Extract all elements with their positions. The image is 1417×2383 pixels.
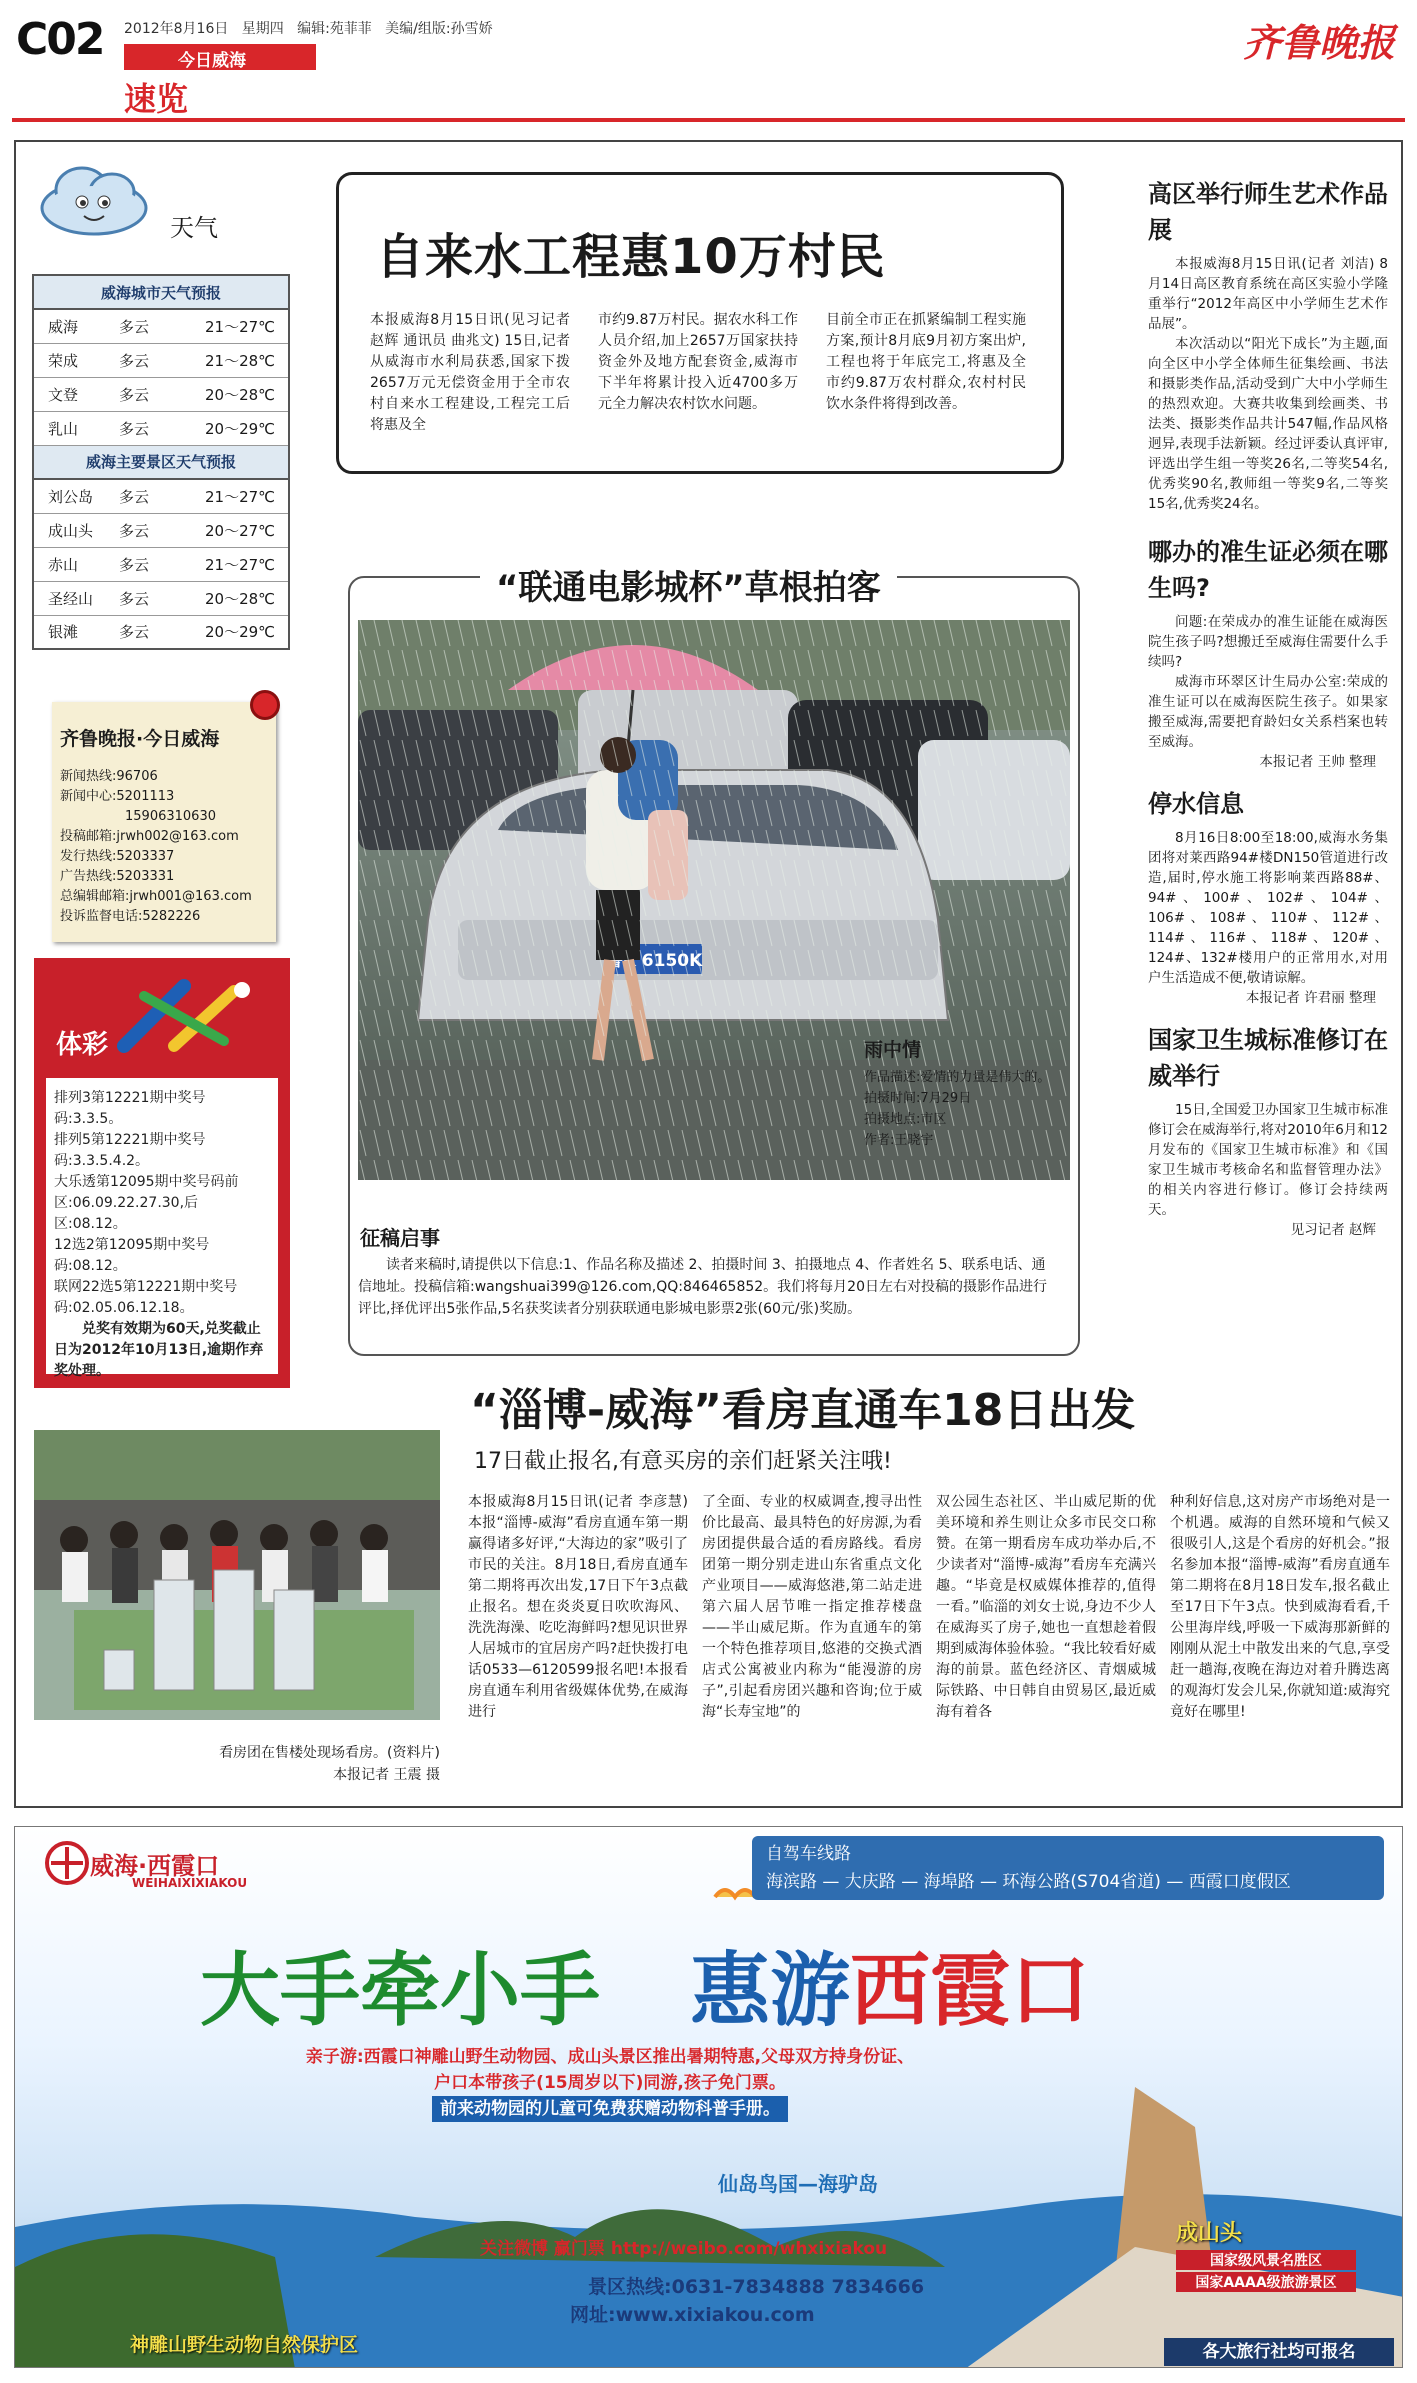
weather-row: 圣经山 多云 20～28℃ [33, 581, 289, 615]
ad-slogan-right [690, 1926, 1090, 2041]
ad-park-name: 神雕山野生动物自然保护区 [130, 2334, 359, 2356]
lottery-line: 排列5第12221期中奖号码:3.3.5.4.2。 [54, 1132, 206, 1169]
housing-photo-caption [96, 1742, 440, 1786]
contact-line: 广告热线:5203331 [60, 869, 175, 884]
contact-line: 15906310630 [60, 809, 216, 824]
weather-row: 刘公岛 多云 21～27℃ [33, 479, 289, 513]
brief-body: 本报威海8月15日讯(记者 刘洁) 8月14日高区教育系统在高区实验小学隆重举行“2012年高区中小学师生艺术作品展”。 [1148, 256, 1388, 332]
lottery-title: 体彩 [56, 1030, 109, 1060]
photo-caption-line: 拍摄时间:7月29日 [864, 1091, 972, 1106]
brief-byline: 本报记者 王帅 整理 [1259, 754, 1376, 770]
call-for-entries-title: 征稿启事 [360, 1226, 440, 1250]
ad-promo-line: 户口本带孩子(15周岁以下)同游,孩子免门票。 [434, 2073, 786, 2093]
housing-headline: “淄博-威海”看房直通车18日出发 [470, 1385, 1136, 1436]
lead-headline: 自来水工程惠10万村民 [376, 229, 886, 285]
contact-line: 投稿邮箱:jrwh002@163.com [60, 829, 239, 844]
ad-slogan-part: 惠游 [690, 1943, 850, 2037]
paper-logo: 齐鲁晚报 [1242, 20, 1395, 65]
housing-column: 本报威海8月15日讯(记者 李彦慧) 本报“淄博-威海”看房直通车第一期赢得诸多好评,“大海边的家”吸引了市民的关注。8月18日,看房直通车第二期将再次出发,17日下午3点截止报名。想在炎炎夏日吹吹海风、洗洗海澡、吃吃海鲜吗?想见识世界人居城市的宜居房产吗?赶快拨打电话0533—6120599报名吧!本报看房直通车利用省级媒体优势,在威海进行 [468, 1494, 688, 1720]
city-forecast-header: 威海城市天气预报 [33, 275, 289, 309]
ad-brand: 威海·西霞口 [90, 1852, 220, 1880]
ad-route-title: 自驾车线路 [766, 1844, 851, 1864]
ad-slogan-part: 西霞口 [850, 1943, 1090, 2037]
contact-line: 发行热线:5203337 [60, 849, 175, 864]
photo-caption-title: 雨中情 [864, 1039, 922, 1061]
housing-caption-text: 看房团在售楼处现场看房。(资料片) [219, 1745, 440, 1761]
ad-slogan-left: 大手牵小手 [200, 1943, 600, 2037]
cloud-icon [34, 160, 152, 240]
brief-body: 8月16日8:00至18:00,威海水务集团将对莱西路94#楼DN150管道进行改造,届时,停水施工将影响莱西路88#、94#、100#、102#、104#、106#、108#、110#、112#、114#、116#、118#、120#、124#、132#楼用户的正常用水,对用户生活造成不便,敬请谅解。 [1148, 830, 1388, 986]
ad-chengshan-rating: 国家AAAA级旅游景区 [1176, 2272, 1356, 2292]
ad-chengshan-name: 成山头 [1176, 2221, 1243, 2246]
brief-headline: 停水信息 [1148, 790, 1244, 818]
brief-headline: 国家卫生城标准修订在威举行 [1148, 1026, 1388, 1090]
ad-weibo-link[interactable]: 关注微博 赢门票 http://weibo.com/whxixiakou [480, 2239, 888, 2259]
brief-body: 问题:在荣成办的准生证能在威海医院生孩子吗?想搬迁至威海住需要什么手续吗? [1148, 614, 1388, 670]
lead-column: 市约9.87万村民。据农水科工作人员介绍,加上2657万国家扶持资金外及地方配套资金,威海市下半年将累计投入近4700多万元全力解决农村饮水问题。 [598, 312, 798, 412]
ad-promo [300, 2044, 920, 2122]
lottery-line: 兑奖有效期为60天,兑奖截止日为2012年10月13日,逾期作弃奖处理。 [54, 1321, 264, 1379]
ad-chengshan-rating: 国家级风景名胜区 [1176, 2250, 1356, 2270]
housing-photo-credit: 本报记者 王震 摄 [333, 1767, 440, 1783]
lottery-results [46, 1078, 278, 1379]
photo-caption [864, 1040, 1064, 1151]
lottery-line: 排列3第12221期中奖号码:3.3.5。 [54, 1090, 206, 1127]
ad-hotline: 景区热线:0631-7834888 7834666 [588, 2276, 925, 2298]
weather-row: 威海 多云 21～27℃ [33, 309, 289, 343]
weather-row: 荣成 多云 21～28℃ [33, 343, 289, 377]
contact-line: 投诉监督电话:5282226 [60, 909, 201, 924]
header-designer: 美编/组版:孙雪娇 [385, 21, 493, 37]
housing-subheadline: 17日截止报名,有意买房的亲们赶紧关注哦! [474, 1449, 892, 1474]
brief-byline: 见习记者 赵辉 [1290, 1222, 1376, 1238]
ad-route: 海滨路 — 大庆路 — 海埠路 — 环海公路(S704省道) — 西霞口度假区 [766, 1872, 1291, 1892]
lottery-star-icon [114, 966, 264, 1056]
brief-byline: 本报记者 许君丽 整理 [1245, 990, 1376, 1006]
housing-column: 了全面、专业的权威调查,搜寻出性价比最高、最具特色的好房源,为看房团提供最合适的看房路线。看房团第一期分别走进山东省重点文化产业项目——威海悠港,第二站走进第六届人居节唯一指定推荐楼盘——半山威尼斯。作为直通车的第一个特色推荐项目,悠港的交换式酒店式公寓被业内称为“能漫游的房子”,引起看房团兴趣和咨询;位于威海“长寿宝地”的 [702, 1494, 922, 1720]
brief-body: 15日,全国爱卫办国家卫生城市标准修订会在威海举行,将对2010年6月和12月发布的《国家卫生城市标准》和《国家卫生城市考核命名和监督管理办法》的相关内容进行修订。修订会持续两天。 [1148, 1102, 1388, 1218]
ad-website[interactable]: 网址:www.xixiakou.com [570, 2304, 815, 2326]
lottery-line: 12选2第12095期中奖号码:08.12。 [54, 1237, 210, 1274]
brief-headline: 高区举行师生艺术作品展 [1148, 180, 1388, 244]
housing-column: 双公园生态社区、半山威尼斯的优美环境和养生则让众多市民交口称赞。在第一期看房车成功举办后,不少读者对“淄博-威海”看房车充满兴趣。“毕竟是权威媒体推荐的,值得一看。”临淄的刘女士说,身边不少人在威海买了房子,她也一直想趁着假期到威海体验体验。“我比较看好威海的前景。蓝色经济区、青烟威城际铁路、中日韩自由贸易区,最近威海有着各 [936, 1494, 1156, 1720]
header-date: 2012年8月16日 [124, 21, 229, 37]
housing-tour-photo [34, 1430, 440, 1720]
ad-promo-line: 前来动物园的儿童可免费获赠动物科普手册。 [432, 2096, 788, 2122]
weather-row: 成山头 多云 20～27℃ [33, 513, 289, 547]
contact-title: 齐鲁晚报·今日威海 [60, 728, 220, 750]
photo-caption-line: 作品描述:爱情的力量是伟大的。 [864, 1070, 1051, 1085]
photo-contest-title: “联通电影城杯”草根拍客 [480, 560, 897, 609]
brief-body: 威海市环翠区计生局办公室:荣成的准生证可以在威海医院生孩子。如果家搬至威海,需要把育龄妇女关系档案也转至威海。 [1148, 674, 1388, 750]
lottery-line: 联网22选5第12221期中奖号码:02.05.06.12.18。 [54, 1279, 238, 1316]
header-weekday: 星期四 [241, 21, 284, 37]
section-name: 速览 [124, 80, 189, 118]
header-editor: 编辑:苑菲菲 [297, 21, 372, 37]
weather-row: 乳山 多云 20～29℃ [33, 411, 289, 445]
photo-caption-line: 拍摄地点:市区 [864, 1112, 947, 1127]
call-for-entries-body: 读者来稿时,请提供以下信息:1、作品名称及描述 2、拍摄时间 3、拍摄地点 4、作者姓名 5、联系电话、通信地址。投稿信箱:wangshuai399@126.com,QQ:846465852。我们将每月20日左右对投稿的摄影作品进行评比,择优评出5张作品,5名获奖读者分别获联通电影城电影票2张(60元/张)奖励。 [358, 1257, 1047, 1317]
section-tag: 今日威海 [124, 44, 316, 70]
header-info [124, 18, 493, 38]
weather-row: 文登 多云 20～28℃ [33, 377, 289, 411]
lead-column: 目前全市正在抓紧编制工程实施方案,预计8月底9月初方案出炉,工程也将于年底完工,将惠及全市约9.87万农村群众,农村村民饮水条件将得到改善。 [826, 312, 1026, 412]
ad-route-box [752, 1836, 1384, 1900]
weather-table [32, 274, 290, 650]
contact-line: 新闻热线:96706 [60, 769, 158, 784]
page-number: C02 [16, 14, 104, 65]
brief-headline: 哪办的准生证必须在哪生吗? [1148, 538, 1388, 602]
contact-note [52, 702, 276, 942]
lottery-box [34, 958, 290, 1388]
ad-promo-line: 亲子游:西霞口神雕山野生动物园、成山头景区推出暑期特惠,父母双方持身份证、 [305, 2047, 915, 2067]
header-rule [12, 118, 1405, 122]
weather-title: 天气 [170, 214, 218, 242]
lead-column: 本报威海8月15日讯(见习记者 赵辉 通讯员 曲兆文) 15日,记者从威海市水利局获悉,国家下拨2657万元无偿资金用于全市农村自来水工程建设,工程完工后将惠及全 [370, 312, 570, 433]
housing-column: 种利好信息,这对房产市场绝对是一个机遇。威海的自然环境和气候又很吸引人,这是个看房的好机会。”报名参加本报“淄博-威海”看房直通车第二期将在8月18日发车,报名截止至17日下午3点。快到威海看看,千公里海岸线,呼吸一下威海那新鲜的刚刚从泥土中散发出来的气息,享受赶一趟海,夜晚在海边对着升腾迭离的观海灯发会儿呆,你就知道:威海究竟好在哪里! [1170, 1494, 1390, 1720]
right-column [1148, 176, 1388, 1240]
brief-body: 本次活动以“阳光下成长”为主题,面向全区中小学全体师生征集绘画、书法和摄影类作品,活动受到广大中小学师生的热烈欢迎。大赛共收集到绘画类、书法类、摄影类作品共计547幅,作品风格迥异,表现手法新颖。经过评委认真评审,评选出学生组一等奖26名,二等奖54名,优秀奖90名,教师组一等奖9名,二等奖15名,优秀奖24名。 [1148, 336, 1388, 512]
weather-row: 银滩 多云 20～29℃ [33, 615, 289, 649]
ad-agency-note: 各大旅行社均可报名 [1164, 2338, 1394, 2366]
scenic-forecast-header: 威海主要景区天气预报 [33, 445, 289, 479]
ad-island: 仙岛鸟国—海驴岛 [718, 2172, 878, 2196]
lottery-line: 大乐透第12095期中奖号码前区:06.09.22.27.30,后区:08.12。 [54, 1174, 239, 1232]
pushpin-icon [250, 690, 280, 720]
photo-caption-line: 作者:王晓宇 [864, 1133, 934, 1148]
weather-row: 赤山 多云 21～27℃ [33, 547, 289, 581]
contact-line: 总编辑邮箱:jrwh001@163.com [60, 889, 252, 904]
ad-brand-en: WEIHAIXIXIAKOU [132, 1876, 248, 1890]
contact-line: 新闻中心:5201113 [60, 789, 175, 804]
